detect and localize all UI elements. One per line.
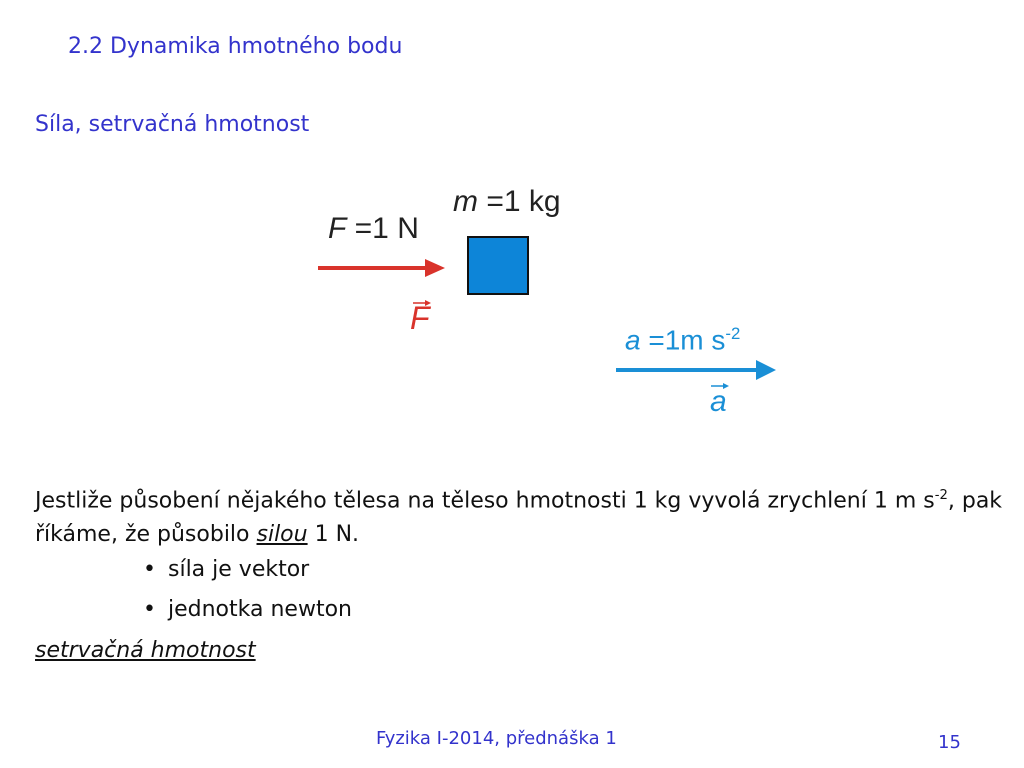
bullet-text: jednotka newton <box>168 597 352 622</box>
accel-exponent: -2 <box>725 324 741 343</box>
emphasis-silou: silou <box>256 522 308 548</box>
accel-vector-symbol: a <box>710 385 727 418</box>
para-exponent: -2 <box>934 488 948 503</box>
bullet-dot: • <box>143 557 156 582</box>
acceleration-label <box>625 324 740 356</box>
accel-symbol: a <box>625 324 641 356</box>
bullet-text: síla je vektor <box>168 557 310 582</box>
subsection-title: Síla, setrvačná hmotnost <box>35 112 310 137</box>
force-vector-symbol: F <box>410 300 430 336</box>
mass-block <box>467 236 529 295</box>
inertial-mass-heading: setrvačná hmotnost <box>35 638 256 663</box>
section-title: 2.2 Dynamika hmotného bodu <box>68 34 403 59</box>
bullet-item <box>143 593 352 627</box>
page-number: 15 <box>938 732 961 753</box>
accel-value: =1m s <box>640 324 726 356</box>
force-symbol: F <box>328 212 347 245</box>
para-part2: , pak říkáme, že působilo <box>35 488 1003 548</box>
definition-paragraph <box>35 479 1005 552</box>
mass-value: =1 kg <box>478 185 561 218</box>
footer-text: Fyzika I-2014, přednáška 1 <box>376 728 617 749</box>
para-part3: 1 N. <box>307 522 360 548</box>
mass-symbol: m <box>453 185 478 218</box>
force-value: =1 N <box>346 212 419 245</box>
para-part1: Jestliže působení nějakého tělesa na těleso hmotnosti 1 kg vyvolá zrychlení 1 m s <box>35 488 935 514</box>
bullet-dot: • <box>143 597 156 622</box>
bullet-item <box>143 553 309 587</box>
